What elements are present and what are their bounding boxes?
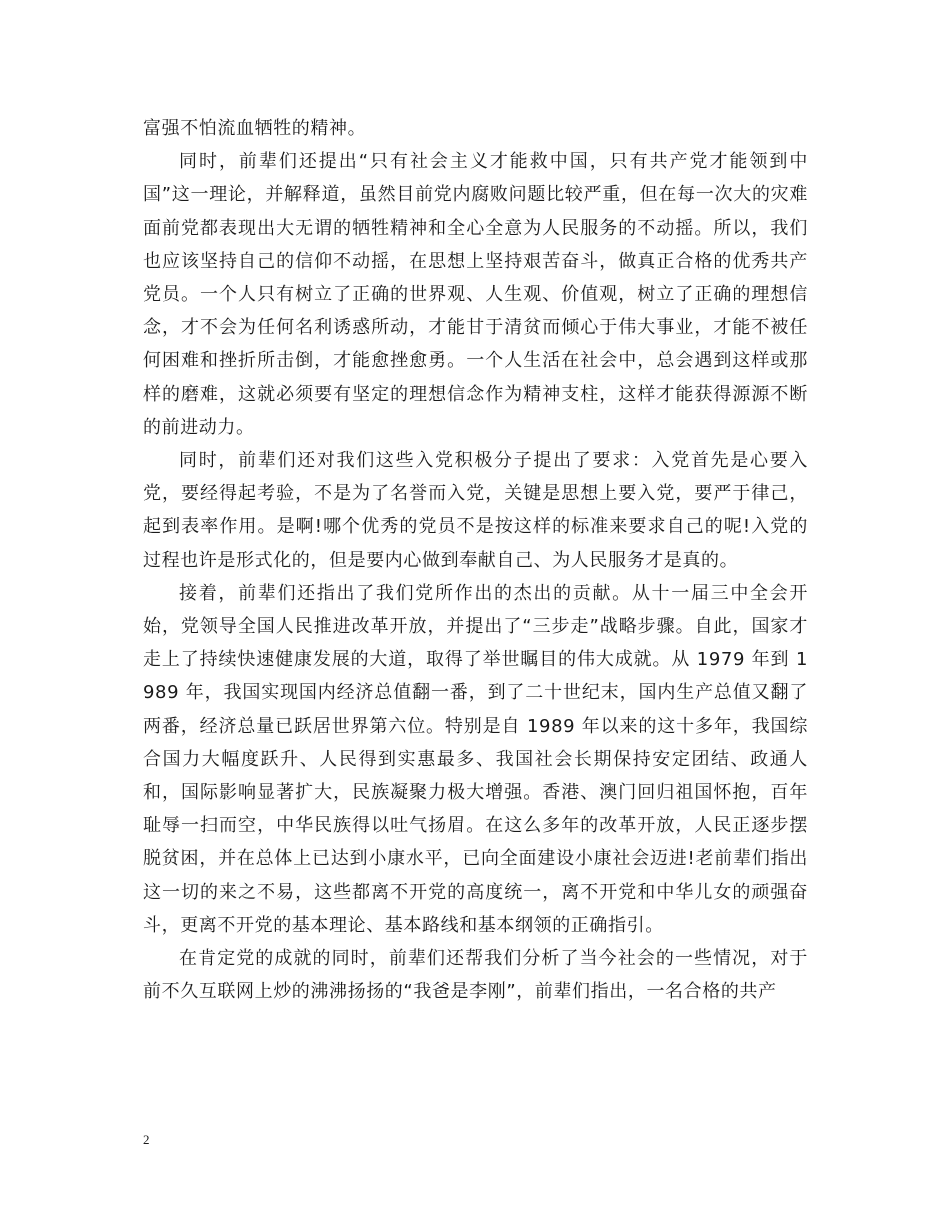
paragraph-continuation: 富强不怕流血牺牲的精神。 xyxy=(143,118,367,139)
paragraph: 同时，前辈们还提出“只有社会主义才能救中国，只有共产党才能领到中国”这一理论，并解释道，虽然目前党内腐败问题比较严重，但在每一次大的灾难面前党都表现出大无谓的牺牲精神和全心全意为人民服务的不动摇。所以，我们也应该坚持自己的信仰不动摇，在思想上坚持艰苦奋斗，做真正合格的优秀共产党员。一个人只有树立了正确的世界观、人生观、价值观，树立了正确的理想信念，才不会为任何名利诱惑所动，才能甘于清贫而倾心于伟大事业，才能不被任何困难和挫折所击倒，才能愈挫愈勇。一个人生活在社会中，总会遇到这样或那样的磨难，这就必须要有坚定的理想信念作为精神支柱，这样才能获得源源不断的前进动力。 xyxy=(143,151,808,438)
paragraph: 同时，前辈们还对我们这些入党积极分子提出了要求：入党首先是心要入党，要经得起考验，不是为了名誉而入党，关键是思想上要入党，要严于律己，起到表率作用。是啊!哪个优秀的党员不是按这样的标准来要求自己的呢!入党的过程也许是形式化的，但是要内心做到奉献自己、为人民服务才是真的。 xyxy=(143,450,808,571)
document-body xyxy=(143,112,808,1008)
page-number: 2 xyxy=(143,1132,150,1147)
paragraph: 在肯定党的成就的同时，前辈们还帮我们分析了当今社会的一些情况，对于前不久互联网上炒的沸沸扬扬的“我爸是李刚”，前辈们指出，一名合格的共产 xyxy=(143,948,808,1003)
paragraph: 接着，前辈们还指出了我们党所作出的杰出的贡献。从十一届三中全会开始，党领导全国人民推进改革开放，并提出了“三步走”战略步骤。自此，国家才走上了持续快速健康发展的大道，取得了举世瞩目的伟大成就。从 1979 年到 1989 年，我国实现国内经济总值翻一番，到了二十世纪末，国内生产总值又翻了两番，经济总量已跃居世界第六位。特别是自 1989 年以来的这十多年，我国综合国力大幅度跃升、人民得到实惠最多、我国社会长期保持安定团结、政通人和，国际影响显著扩大，民族凝聚力极大增强。香港、澳门回归祖国怀抱，百年耻辱一扫而空，中华民族得以吐气扬眉。在这么多年的改革开放，人民正逐步摆脱贫困，并在总体上已达到小康水平，已向全面建设小康社会迈进!老前辈们指出这一切的来之不易，这些都离不开党的高度统一，离不开党和中华儿女的顽强奋斗，更离不开党的基本理论、基本路线和基本纲领的正确指引。 xyxy=(143,582,808,936)
